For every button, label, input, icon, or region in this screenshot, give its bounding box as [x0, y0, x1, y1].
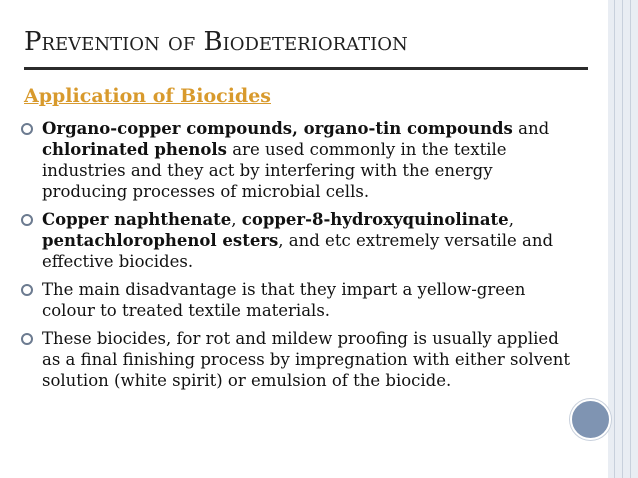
bold-term: chlorinated phenols	[42, 140, 227, 159]
text-run: are used commonly in the textile industries and they act by interfering with the energy producing processes of microbial cells.	[42, 140, 507, 201]
bullet-circle-icon	[21, 333, 33, 345]
rail-line	[614, 0, 615, 478]
title-divider	[24, 67, 588, 70]
right-decorative-rail	[608, 0, 638, 478]
bullet-text	[42, 119, 549, 201]
bullet-list	[20, 118, 582, 398]
slide-subtitle: Application of Biocides	[24, 85, 271, 107]
bold-term: Organo-copper compounds, organo-tin compounds	[42, 119, 513, 138]
bullet-circle-icon	[21, 123, 33, 135]
text-run: and	[512, 119, 550, 138]
text-run: ,	[231, 210, 242, 229]
bullet-item	[20, 118, 582, 202]
bullet-text	[42, 210, 553, 271]
text-run: The main disadvantage is that they impart a yellow-green colour to treated textile materials.	[42, 280, 526, 320]
text-run: These biocides, for rot and mildew proofing is usually applied as a final finishing process by impregnation with either solvent solution (white spirit) or emulsion of the biocide.	[42, 329, 571, 390]
bullet-item	[20, 209, 582, 272]
bullet-item	[20, 279, 582, 321]
text-run: ,	[508, 210, 514, 229]
text-run: , and etc extremely versatile and effective biocides.	[42, 231, 554, 271]
bullet-text	[42, 280, 525, 320]
bullet-text	[42, 329, 570, 390]
bold-term: copper-8-hydroxyquinolinate	[241, 210, 509, 229]
rail-line	[630, 0, 631, 478]
bold-term: pentachlorophenol esters	[42, 231, 279, 250]
decorative-circle	[570, 399, 611, 440]
bullet-item	[20, 328, 582, 391]
bullet-circle-icon	[21, 284, 33, 296]
bullet-circle-icon	[21, 214, 33, 226]
bold-term: Copper naphthenate	[42, 210, 232, 229]
slide-title: Prevention of Biodeterioration	[24, 27, 408, 57]
rail-line	[622, 0, 623, 478]
